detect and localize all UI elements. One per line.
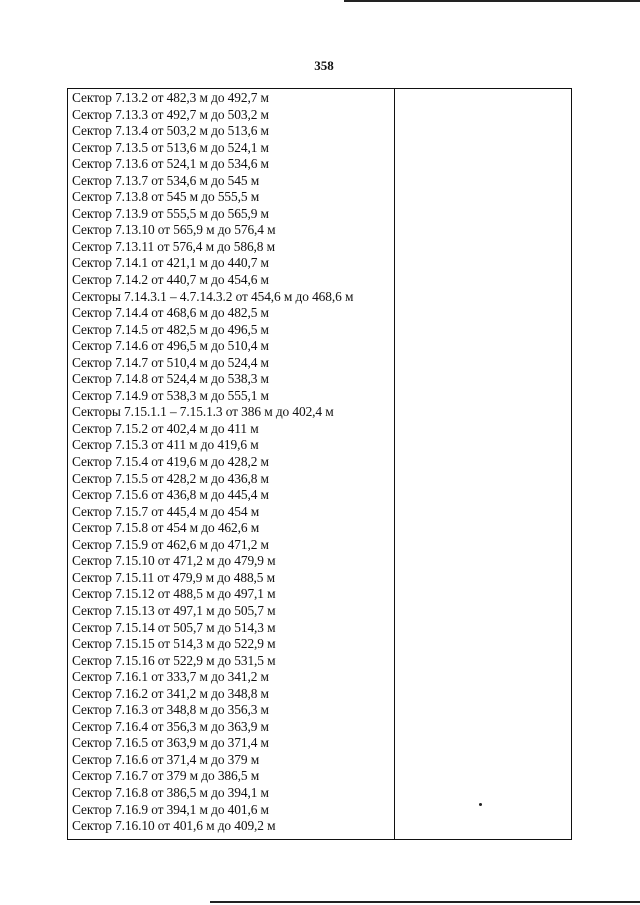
sector-row: Сектор 7.15.6 от 436,8 м до 445,4 м [72, 487, 269, 503]
scan-edge-top [344, 0, 640, 2]
sector-row: Сектор 7.15.10 от 471,2 м до 479,9 м [72, 553, 276, 569]
sector-row: Сектор 7.16.3 от 348,8 м до 356,3 м [72, 702, 269, 718]
sector-row: Сектор 7.14.7 от 510,4 м до 524,4 м [72, 354, 269, 370]
sector-row: Сектор 7.14.1 от 421,1 м до 440,7 м [72, 255, 269, 271]
sector-row: Сектор 7.16.5 от 363,9 м до 371,4 м [72, 735, 269, 751]
sector-row: Сектор 7.15.5 от 428,2 м до 436,8 м [72, 470, 269, 486]
sector-row: Сектор 7.15.11 от 479,9 м до 488,5 м [72, 569, 276, 585]
sector-row: Сектор 7.15.8 от 454 м до 462,6 м [72, 520, 260, 536]
sector-row: Сектор 7.13.8 от 545 м до 555,5 м [72, 189, 260, 205]
sector-row: Сектор 7.13.11 от 576,4 м до 586,8 м [72, 238, 276, 254]
sector-row: Сектор 7.15.2 от 402,4 м до 411 м [72, 420, 259, 436]
sector-row: Сектор 7.13.2 от 482,3 м до 492,7 м [72, 90, 269, 105]
sector-row: Сектор 7.15.9 от 462,6 м до 471,2 м [72, 536, 269, 552]
sector-row: Сектор 7.14.9 от 538,3 м до 555,1 м [72, 387, 269, 403]
sector-row: Сектор 7.16.9 от 394,1 м до 401,6 м [72, 801, 269, 817]
scan-edge-bottom [210, 901, 640, 903]
sector-table [67, 88, 572, 840]
sector-row: Сектор 7.15.16 от 522,9 м до 531,5 м [72, 652, 276, 668]
sector-row: Сектор 7.15.3 от 411 м до 419,6 м [72, 437, 259, 453]
sector-row: Сектор 7.13.7 от 534,6 м до 545 м [72, 172, 260, 188]
sector-row: Сектор 7.14.2 от 440,7 м до 454,6 м [72, 272, 269, 288]
sector-row: Сектор 7.13.10 от 565,9 м до 576,4 м [72, 222, 276, 238]
sector-row: Секторы 7.14.3.1 – 4.7.14.3.2 от 454,6 м до 468,6 м [72, 288, 354, 304]
sector-row: Сектор 7.14.5 от 482,5 м до 496,5 м [72, 321, 269, 337]
sector-row: Сектор 7.15.4 от 419,6 м до 428,2 м [72, 454, 269, 470]
sector-row: Сектор 7.16.1 от 333,7 м до 341,2 м [72, 669, 269, 685]
sector-row: Сектор 7.16.10 от 401,6 м до 409,2 м [72, 818, 276, 834]
sector-list [72, 90, 392, 835]
sector-row: Сектор 7.15.15 от 514,3 м до 522,9 м [72, 636, 276, 652]
sector-row: Сектор 7.16.8 от 386,5 м до 394,1 м [72, 784, 269, 800]
sector-row: Сектор 7.15.7 от 445,4 м до 454 м [72, 503, 260, 519]
sector-row: Сектор 7.15.12 от 488,5 м до 497,1 м [72, 586, 276, 602]
sector-row: Сектор 7.15.14 от 505,7 м до 514,3 м [72, 619, 276, 635]
page-number: 358 [314, 58, 334, 73]
sector-row: Сектор 7.15.13 от 497,1 м до 505,7 м [72, 602, 276, 618]
sector-row: Сектор 7.16.7 от 379 м до 386,5 м [72, 768, 260, 784]
sector-row: Сектор 7.16.6 от 371,4 м до 379 м [72, 751, 260, 767]
column-divider [394, 89, 395, 839]
sector-row: Сектор 7.14.4 от 468,6 м до 482,5 м [72, 305, 269, 321]
sector-row: Сектор 7.16.4 от 356,3 м до 363,9 м [72, 718, 269, 734]
sector-row: Сектор 7.14.6 от 496,5 м до 510,4 м [72, 338, 269, 354]
sector-row: Сектор 7.16.2 от 341,2 м до 348,8 м [72, 685, 269, 701]
sector-row: Сектор 7.14.8 от 524,4 м до 538,3 м [72, 371, 269, 387]
stray-dot [479, 803, 482, 806]
sector-row: Сектор 7.13.4 от 503,2 м до 513,6 м [72, 123, 269, 139]
sector-row: Сектор 7.13.5 от 513,6 м до 524,1 м [72, 139, 269, 155]
sector-row: Сектор 7.13.6 от 524,1 м до 534,6 м [72, 156, 269, 172]
sector-row: Сектор 7.13.9 от 555,5 м до 565,9 м [72, 205, 269, 221]
sector-row: Сектор 7.13.3 от 492,7 м до 503,2 м [72, 106, 269, 122]
sector-row: Секторы 7.15.1.1 – 7.15.1.3 от 386 м до 402,4 м [72, 404, 334, 420]
